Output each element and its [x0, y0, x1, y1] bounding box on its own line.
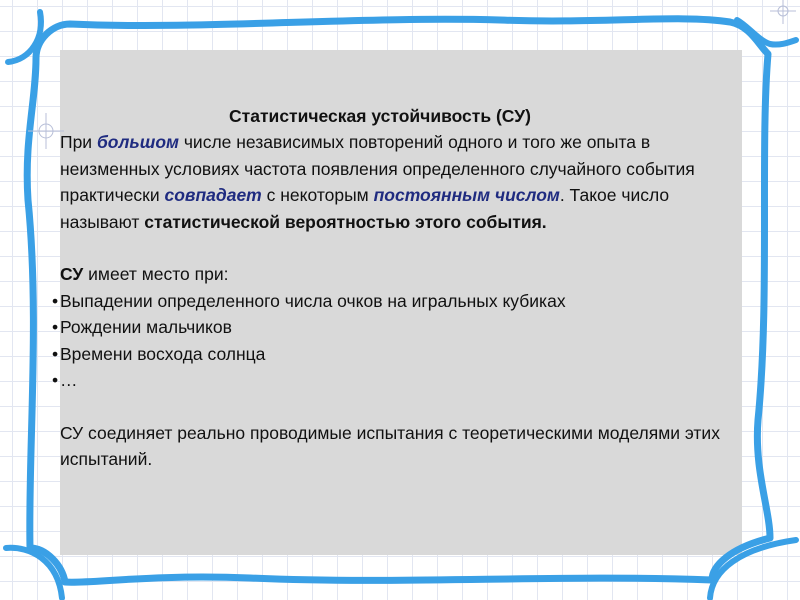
bullet-dot-icon: •: [52, 317, 59, 338]
bullet-dot-icon: •: [52, 290, 59, 311]
definition-text-3: с некоторым: [261, 185, 374, 206]
frame-curl-bottom-right: [710, 540, 796, 598]
slide-heading: Статистическая устойчивость (СУ): [229, 106, 531, 126]
definition-text-4: . Такое число называют: [60, 185, 670, 232]
spacer: [60, 235, 750, 261]
term-statistical-probability: статистической вероятностью этого события.: [144, 211, 547, 232]
bullet-item: [52, 367, 750, 393]
bullet-item: [52, 314, 750, 340]
su-intro-text: имеет место при:: [83, 264, 229, 285]
bullet-dot-icon: •: [52, 343, 59, 364]
spacer: [60, 393, 750, 419]
slide-text: [52, 103, 750, 473]
bullet-dot-icon: •: [52, 370, 59, 391]
emphasis-bolshom: большом: [96, 132, 179, 153]
su-intro: [60, 261, 750, 287]
definition-text-1: При: [60, 132, 97, 153]
bullet-item: [52, 288, 750, 314]
definition-text-2: числе независимых повторений одного и того же опыта в неизменных условиях частота появления определенного случайного события практически: [60, 132, 695, 206]
emphasis-postoyannym-chislom: постоянным числом: [373, 185, 560, 206]
su-abbrev: СУ: [60, 264, 84, 285]
bullet-text: Рождении мальчиков: [60, 317, 232, 338]
bullet-text: Выпадении определенного числа очков на игральных кубиках: [60, 290, 566, 311]
crosshair-mark-top-right: [770, 0, 796, 24]
emphasis-sovpadaet: совпадает: [164, 185, 262, 206]
definition-paragraph: [60, 129, 750, 235]
bullet-text: Времени восхода солнца: [60, 343, 266, 364]
bullet-item: [52, 341, 750, 367]
bullet-text: …: [60, 370, 78, 391]
conclusion-paragraph: СУ соединяет реально проводимые испытания с теоретическими моделями этих испытаний.: [60, 422, 720, 470]
